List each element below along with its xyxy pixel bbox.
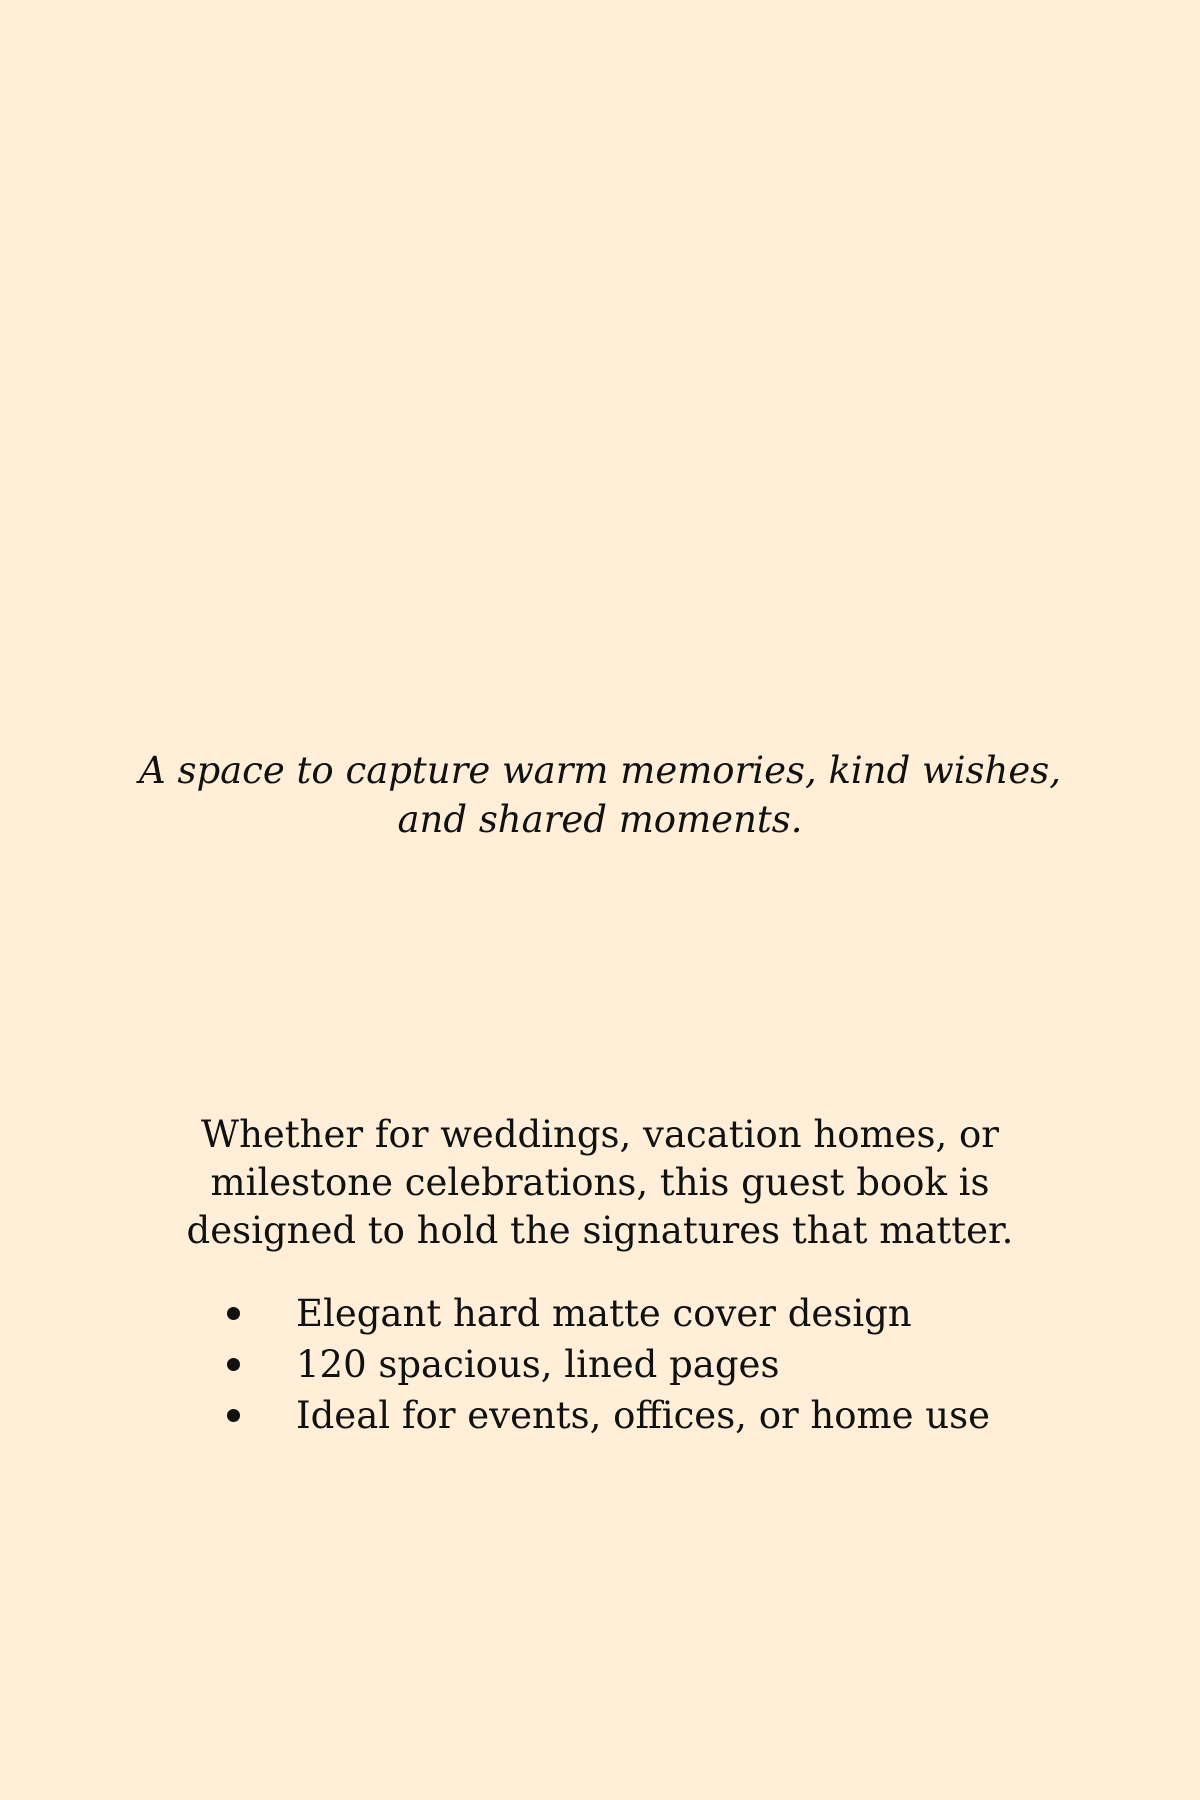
feature-list <box>210 1288 1010 1441</box>
tagline-line-2: and shared moments. <box>397 798 803 841</box>
tagline-line-1: A space to capture warm memories, kind wishes, <box>138 749 1062 792</box>
feature-item <box>210 1390 1010 1441</box>
feature-text: Elegant hard matte cover design <box>296 1292 912 1335</box>
description-line-2: milestone celebrations, this guest book is <box>210 1161 990 1204</box>
feature-text: 120 spacious, lined pages <box>296 1343 780 1386</box>
description-line-3: designed to hold the signatures that matter. <box>186 1209 1014 1252</box>
feature-item <box>210 1288 1010 1339</box>
tagline <box>0 746 1200 844</box>
bullet-icon <box>227 1358 240 1371</box>
feature-text: Ideal for events, offices, or home use <box>296 1394 990 1437</box>
bullet-icon <box>227 1409 240 1422</box>
feature-item <box>210 1339 1010 1390</box>
description-paragraph <box>0 1111 1200 1255</box>
description-line-1: Whether for weddings, vacation homes, or <box>201 1113 999 1156</box>
bullet-icon <box>227 1307 240 1320</box>
